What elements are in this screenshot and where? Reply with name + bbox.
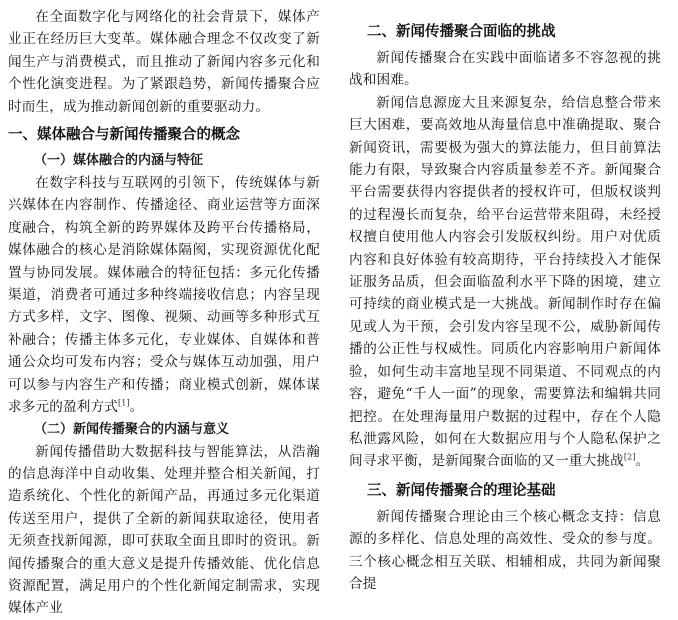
paragraph-challenges-detail-text: 新闻信息源庞大且来源复杂，给信息整合带来巨大困难，要高效地从海量信息中准确提取、聚合新闻资讯，需要极为强大的算法能力，但目前算法能力有限，导致聚合内容质量参差不齐。新闻聚合平台需要获得内容提供者的授权许可，但版权谈判的过程漫长而复杂，给平台运营带来阻碍，未经授权擅自使用他人内容会引发版权纠纷。用户对优质内容和良好体验有较高期待，平台持续投入才能保证服务品质，但会面临盈利水平下降的困境，建立可持续的商业模式是一大挑战。新闻制作时存在偏见或人为干预，会引发内容呈现不公，威胁新闻传播的公正性与权威性。同质化内容影响用户新闻体验，如何生动丰富地呈现不同渠道、不同观点的内容，避免“千人一面”的现象，需要算法和编辑共同把控。在处理海量用户数据的过程中，存在个人隐私泄露风险，如何在大数据应用与个人隐私保护之间寻求平衡，是新闻聚合面临的又一重大挑战 <box>349 94 661 470</box>
citation-ref-2[interactable]: [2] <box>623 452 636 462</box>
section-heading-3: 三、新闻传播聚合的理论基础 <box>367 482 556 499</box>
citation-ref-1[interactable]: [1] <box>117 398 130 408</box>
paragraph-media-convergence-text: 在数字科技与互联网的引领下，传统媒体与新兴媒体在内容制作、传播途径、商业运营等方面深度融合，构筑全新的跨界媒体及跨平台传播格局，媒体融合的核心是消除媒体隔阂，实现资源优化配置与协同发展。媒体融合的特征包括：多元化传播渠道，消费者可通过多种终端接收信息；内容呈现方式多样，文字、图像、视频、动画等多种形式互补融合；传播主体多元化，专业媒体、自媒体和普通公众均可发布内容；受众与媒体互动加强，用户可以参与内容生产和传播；商业模式创新，媒体谋求多元的盈利方式 <box>8 175 320 416</box>
section-heading-1: 一、媒体融合与新闻传播聚合的概念 <box>8 127 240 144</box>
subsection-heading-1-1: （一）媒体融合的内涵与特征 <box>34 153 204 169</box>
left-column <box>8 6 320 620</box>
intro-paragraph: 在全面数字化与网络化的社会背景下，媒体产业正在经历巨大变革。媒体融合理念不仅改变了新闻生产与消费模式，而且推动了新闻内容多元化和个性化演变进程。为了紧跟趋势，新闻传播聚合应时而生，成为推动新闻创新的重要驱动力。 <box>8 9 320 115</box>
paragraph-challenges-intro: 新闻传播聚合在实践中面临诸多不容忽视的挑战和困难。 <box>349 50 661 89</box>
section-heading-2: 二、新闻传播聚合面临的挑战 <box>367 24 556 40</box>
right-column <box>349 6 661 595</box>
paragraph-theory-basis: 新闻传播聚合理论由三个核心概念支持：信息源的多样化、信息处理的高效性、受众的参与度。三个核心概念相互关联、相辅相成，共同为新闻聚合提 <box>349 508 661 592</box>
subsection-heading-1-2: （二）新闻传播聚合的内涵与意义 <box>34 421 230 437</box>
paragraph-media-convergence <box>8 172 320 418</box>
paragraph-end-mark: 。 <box>635 453 650 470</box>
paragraph-end-mark: 。 <box>129 399 144 416</box>
paragraph-news-aggregation: 新闻传播借助大数据科技与智能算法，从浩瀚的信息海洋中自动收集、处理并整合相关新闻，打造系统化、个性化的新闻产品，再通过多元化渠道传送至用户，提供了全新的新闻获取途径，使用者无须查找新闻源，即可获取全面且即时的资讯。新闻传播聚合的重大意义是提升传播效能、优化信息资源配置，满足用户的个性化新闻定制需求，实现媒体产业 <box>8 443 320 617</box>
paragraph-challenges-detail <box>349 92 661 473</box>
